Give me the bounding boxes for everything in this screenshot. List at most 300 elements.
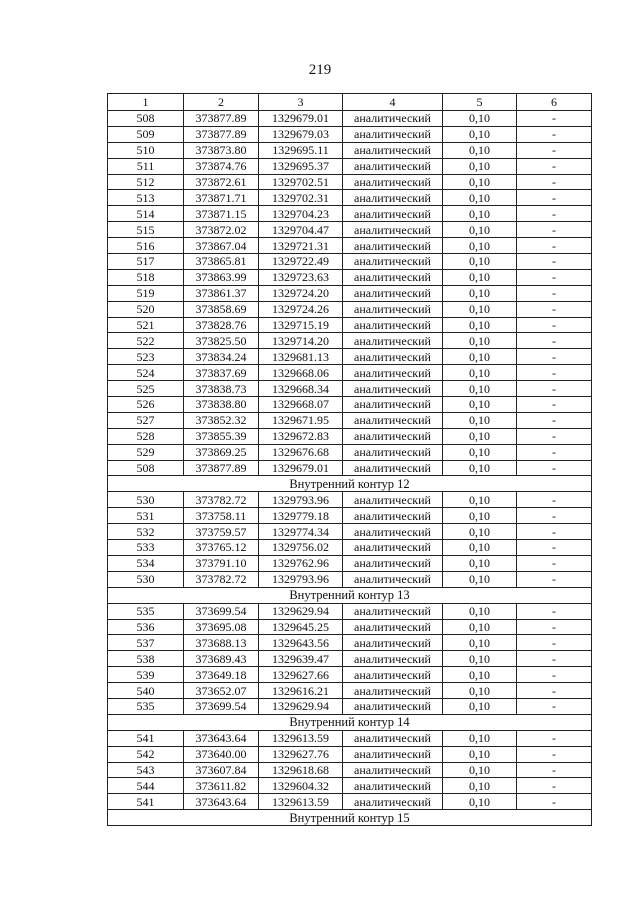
table-cell: 1329629.94	[259, 603, 343, 619]
table-cell: 517	[108, 254, 184, 270]
table-cell: -	[517, 301, 592, 317]
table-cell: 0,10	[443, 460, 517, 476]
column-header: 4	[343, 94, 443, 111]
table-cell: -	[517, 381, 592, 397]
table-cell: 1329604.32	[259, 778, 343, 794]
table-cell: 524	[108, 365, 184, 381]
table-cell: аналитический	[343, 428, 443, 444]
table-cell: 1329721.31	[259, 238, 343, 254]
table-cell: 544	[108, 778, 184, 794]
table-row	[108, 412, 592, 428]
table-cell: -	[517, 794, 592, 810]
table-cell: 0,10	[443, 381, 517, 397]
table-cell: 1329679.01	[259, 111, 343, 127]
table-cell: -	[517, 397, 592, 413]
table-cell: аналитический	[343, 492, 443, 508]
table-cell: -	[517, 111, 592, 127]
table-cell: 1329681.13	[259, 349, 343, 365]
table-cell: 373877.89	[184, 460, 259, 476]
table-cell: аналитический	[343, 508, 443, 524]
table-cell: 518	[108, 269, 184, 285]
table-cell: 1329668.34	[259, 381, 343, 397]
table-cell: аналитический	[343, 158, 443, 174]
table-cell: 373858.69	[184, 301, 259, 317]
table-cell: 373877.89	[184, 111, 259, 127]
table-cell: 373758.11	[184, 508, 259, 524]
table-cell: 373877.89	[184, 126, 259, 142]
table-cell: 0,10	[443, 254, 517, 270]
table-row	[108, 206, 592, 222]
column-header: 3	[259, 94, 343, 111]
table-cell: 537	[108, 635, 184, 651]
table-cell: -	[517, 190, 592, 206]
table-cell: 373791.10	[184, 555, 259, 571]
table-cell: 373872.61	[184, 174, 259, 190]
table-cell: аналитический	[343, 285, 443, 301]
table-row	[108, 778, 592, 794]
table-cell: аналитический	[343, 460, 443, 476]
table-cell: 0,10	[443, 365, 517, 381]
table-row	[108, 571, 592, 587]
table-body	[108, 111, 592, 826]
table-cell: 0,10	[443, 444, 517, 460]
table-row	[108, 667, 592, 683]
table-row	[108, 651, 592, 667]
table-cell: 0,10	[443, 555, 517, 571]
table-cell: 1329643.56	[259, 635, 343, 651]
table-cell: 1329722.49	[259, 254, 343, 270]
table-row	[108, 746, 592, 762]
table-cell: аналитический	[343, 603, 443, 619]
table-cell: 0,10	[443, 317, 517, 333]
table-cell: 1329704.47	[259, 222, 343, 238]
table-cell: 530	[108, 492, 184, 508]
table-cell: 373699.54	[184, 603, 259, 619]
table-cell: 540	[108, 683, 184, 699]
table-cell: -	[517, 651, 592, 667]
table-cell: 541	[108, 730, 184, 746]
table-cell: 0,10	[443, 301, 517, 317]
table-cell: -	[517, 365, 592, 381]
table-cell: 373852.32	[184, 412, 259, 428]
table-cell: 513	[108, 190, 184, 206]
table-cell: -	[517, 317, 592, 333]
table-cell: 0,10	[443, 190, 517, 206]
table-cell: аналитический	[343, 381, 443, 397]
table-cell: 523	[108, 349, 184, 365]
table-row	[108, 222, 592, 238]
table-cell: 519	[108, 285, 184, 301]
table-cell: 520	[108, 301, 184, 317]
table-cell: аналитический	[343, 142, 443, 158]
table-cell: 0,10	[443, 158, 517, 174]
table-cell: 1329676.68	[259, 444, 343, 460]
table-cell: 1329793.96	[259, 571, 343, 587]
table-cell: -	[517, 762, 592, 778]
table-cell: 373643.64	[184, 794, 259, 810]
table-cell: 1329672.83	[259, 428, 343, 444]
table-cell: аналитический	[343, 778, 443, 794]
table-cell: аналитический	[343, 619, 443, 635]
table-cell: -	[517, 730, 592, 746]
column-header: 6	[517, 94, 592, 111]
table-row	[108, 111, 592, 127]
table-cell: 373782.72	[184, 492, 259, 508]
table-cell: 0,10	[443, 174, 517, 190]
table-cell: аналитический	[343, 635, 443, 651]
table-cell: 373837.69	[184, 365, 259, 381]
table-cell: 1329618.68	[259, 762, 343, 778]
table-cell: 0,10	[443, 285, 517, 301]
table-cell: 373759.57	[184, 524, 259, 540]
table-cell: 508	[108, 111, 184, 127]
table-cell: 536	[108, 619, 184, 635]
table-cell: аналитический	[343, 365, 443, 381]
table-cell: 1329679.03	[259, 126, 343, 142]
table-cell: -	[517, 142, 592, 158]
table-cell: 0,10	[443, 794, 517, 810]
table-row	[108, 397, 592, 413]
table-cell: 1329639.47	[259, 651, 343, 667]
table-cell: 530	[108, 571, 184, 587]
table-cell: 0,10	[443, 269, 517, 285]
table-cell: 514	[108, 206, 184, 222]
table-cell: 373765.12	[184, 540, 259, 556]
table-cell: 0,10	[443, 635, 517, 651]
table-cell: -	[517, 683, 592, 699]
table-cell: 0,10	[443, 746, 517, 762]
table-row	[108, 683, 592, 699]
table-cell: 373872.02	[184, 222, 259, 238]
table-cell: 373834.24	[184, 349, 259, 365]
table-cell: аналитический	[343, 349, 443, 365]
table-row	[108, 142, 592, 158]
table-cell: 1329714.20	[259, 333, 343, 349]
table-cell: 0,10	[443, 524, 517, 540]
table-cell: 542	[108, 746, 184, 762]
table-cell: -	[517, 285, 592, 301]
table-cell: 1329702.51	[259, 174, 343, 190]
table-cell: 1329616.21	[259, 683, 343, 699]
table-cell: аналитический	[343, 333, 443, 349]
table-cell: -	[517, 238, 592, 254]
table-cell: 373855.39	[184, 428, 259, 444]
table-cell: -	[517, 269, 592, 285]
table-row	[108, 762, 592, 778]
section-title-row	[108, 476, 592, 492]
table-cell: -	[517, 174, 592, 190]
table-cell: 373699.54	[184, 698, 259, 714]
table-cell: 511	[108, 158, 184, 174]
table-cell: 373869.25	[184, 444, 259, 460]
table-cell: -	[517, 508, 592, 524]
table-cell: аналитический	[343, 222, 443, 238]
table-cell: 521	[108, 317, 184, 333]
table-cell: 0,10	[443, 540, 517, 556]
table-cell: 1329645.25	[259, 619, 343, 635]
table-cell: -	[517, 492, 592, 508]
table-cell: 512	[108, 174, 184, 190]
table-cell: 528	[108, 428, 184, 444]
table-cell: 0,10	[443, 397, 517, 413]
table-cell: 373863.99	[184, 269, 259, 285]
table-cell: 1329702.31	[259, 190, 343, 206]
coordinates-table	[107, 93, 592, 826]
table-cell: 373838.73	[184, 381, 259, 397]
table-cell: 0,10	[443, 667, 517, 683]
table-cell: 1329668.06	[259, 365, 343, 381]
table-cell: 508	[108, 460, 184, 476]
table-row	[108, 174, 592, 190]
table-cell: 0,10	[443, 730, 517, 746]
table-row	[108, 269, 592, 285]
table-row	[108, 698, 592, 714]
table-cell: аналитический	[343, 746, 443, 762]
table-row	[108, 238, 592, 254]
table-cell: 0,10	[443, 222, 517, 238]
table-cell: -	[517, 254, 592, 270]
page-number: 219	[308, 62, 332, 78]
table-cell: 543	[108, 762, 184, 778]
table-cell: 373649.18	[184, 667, 259, 683]
section-title: Внутренний контур 14	[108, 714, 592, 730]
table-cell: 1329762.96	[259, 555, 343, 571]
table-cell: 0,10	[443, 508, 517, 524]
table-cell: 373828.76	[184, 317, 259, 333]
table-cell: -	[517, 333, 592, 349]
table-row	[108, 730, 592, 746]
table-cell: аналитический	[343, 412, 443, 428]
table-row	[108, 460, 592, 476]
table-cell: 1329779.18	[259, 508, 343, 524]
table-row	[108, 381, 592, 397]
table-cell: -	[517, 667, 592, 683]
table-cell: аналитический	[343, 762, 443, 778]
table-cell: -	[517, 698, 592, 714]
table-cell: аналитический	[343, 254, 443, 270]
table-row	[108, 285, 592, 301]
table-cell: 0,10	[443, 683, 517, 699]
table-cell: 0,10	[443, 571, 517, 587]
table-cell: 1329793.96	[259, 492, 343, 508]
table-cell: 0,10	[443, 333, 517, 349]
table-cell: 373689.43	[184, 651, 259, 667]
table-cell: аналитический	[343, 190, 443, 206]
table-cell: -	[517, 222, 592, 238]
table-cell: 373861.37	[184, 285, 259, 301]
table-cell: аналитический	[343, 683, 443, 699]
table-cell: 0,10	[443, 349, 517, 365]
table-cell: 373865.81	[184, 254, 259, 270]
section-title: Внутренний контур 13	[108, 587, 592, 603]
table-cell: 0,10	[443, 492, 517, 508]
table-cell: 0,10	[443, 412, 517, 428]
column-header: 1	[108, 94, 184, 111]
table-cell: 373652.07	[184, 683, 259, 699]
table-cell: 535	[108, 603, 184, 619]
table-cell: 1329613.59	[259, 730, 343, 746]
table-cell: 535	[108, 698, 184, 714]
table-cell: 373782.72	[184, 571, 259, 587]
table-cell: аналитический	[343, 571, 443, 587]
table-cell: 516	[108, 238, 184, 254]
table-cell: 1329627.76	[259, 746, 343, 762]
table-cell: 0,10	[443, 126, 517, 142]
table-cell: 527	[108, 412, 184, 428]
table-row	[108, 254, 592, 270]
column-header: 5	[443, 94, 517, 111]
table-cell: 538	[108, 651, 184, 667]
table-cell: -	[517, 444, 592, 460]
table-cell: 1329613.59	[259, 794, 343, 810]
section-title-row	[108, 714, 592, 730]
table-cell: 1329774.34	[259, 524, 343, 540]
table-cell: аналитический	[343, 111, 443, 127]
table-cell: 1329715.19	[259, 317, 343, 333]
table-cell: 1329724.20	[259, 285, 343, 301]
table-cell: аналитический	[343, 698, 443, 714]
table-cell: -	[517, 126, 592, 142]
table-cell: 373695.08	[184, 619, 259, 635]
table-cell: 373873.80	[184, 142, 259, 158]
table-cell: 1329679.01	[259, 460, 343, 476]
table-cell: 0,10	[443, 698, 517, 714]
table-cell: аналитический	[343, 174, 443, 190]
table-cell: аналитический	[343, 206, 443, 222]
table-cell: аналитический	[343, 540, 443, 556]
table-cell: 539	[108, 667, 184, 683]
table-row	[108, 301, 592, 317]
table-cell: -	[517, 778, 592, 794]
table-cell: -	[517, 555, 592, 571]
table-cell: 0,10	[443, 111, 517, 127]
table-cell: аналитический	[343, 238, 443, 254]
table-cell: 532	[108, 524, 184, 540]
table-cell: аналитический	[343, 794, 443, 810]
table-cell: 373643.64	[184, 730, 259, 746]
table-row	[108, 333, 592, 349]
table-row	[108, 492, 592, 508]
table-cell: 373871.71	[184, 190, 259, 206]
table-row	[108, 365, 592, 381]
table-cell: -	[517, 540, 592, 556]
table-cell: аналитический	[343, 126, 443, 142]
column-header: 2	[184, 94, 259, 111]
table-cell: 510	[108, 142, 184, 158]
table-cell: 0,10	[443, 428, 517, 444]
table-cell: 0,10	[443, 238, 517, 254]
table-row	[108, 349, 592, 365]
section-title-row	[108, 810, 592, 826]
table-cell: 373874.76	[184, 158, 259, 174]
table-cell: 526	[108, 397, 184, 413]
table-row	[108, 190, 592, 206]
table-row	[108, 508, 592, 524]
table-cell: 0,10	[443, 142, 517, 158]
table-row	[108, 444, 592, 460]
table-cell: 1329671.95	[259, 412, 343, 428]
table-row	[108, 158, 592, 174]
table-cell: 373871.15	[184, 206, 259, 222]
table-row	[108, 794, 592, 810]
table-cell: -	[517, 635, 592, 651]
table-cell: аналитический	[343, 730, 443, 746]
table-cell: 1329724.26	[259, 301, 343, 317]
table-cell: 534	[108, 555, 184, 571]
table-cell: 525	[108, 381, 184, 397]
table-row	[108, 603, 592, 619]
table-cell: 373867.04	[184, 238, 259, 254]
section-title: Внутренний контур 12	[108, 476, 592, 492]
table-row	[108, 619, 592, 635]
table-row	[108, 428, 592, 444]
table-cell: 1329629.94	[259, 698, 343, 714]
table-cell: аналитический	[343, 667, 443, 683]
table-cell: -	[517, 524, 592, 540]
table-cell: 373607.84	[184, 762, 259, 778]
table-cell: 373838.80	[184, 397, 259, 413]
table-cell: аналитический	[343, 317, 443, 333]
table-cell: 541	[108, 794, 184, 810]
table-cell: -	[517, 571, 592, 587]
table-cell: 0,10	[443, 206, 517, 222]
table-cell: 0,10	[443, 651, 517, 667]
table-row	[108, 540, 592, 556]
table-cell: 1329723.63	[259, 269, 343, 285]
table-row	[108, 126, 592, 142]
table-cell: -	[517, 603, 592, 619]
table-cell: 0,10	[443, 762, 517, 778]
table-row	[108, 524, 592, 540]
table-cell: -	[517, 158, 592, 174]
table-cell: аналитический	[343, 269, 443, 285]
table-cell: 529	[108, 444, 184, 460]
table-cell: аналитический	[343, 301, 443, 317]
table-cell: 0,10	[443, 619, 517, 635]
table-cell: 0,10	[443, 778, 517, 794]
section-title: Внутренний контур 15	[108, 810, 592, 826]
table-row	[108, 317, 592, 333]
table-cell: -	[517, 619, 592, 635]
table-cell: 0,10	[443, 603, 517, 619]
table-cell: -	[517, 460, 592, 476]
table-cell: 515	[108, 222, 184, 238]
table-cell: 373640.00	[184, 746, 259, 762]
table-cell: -	[517, 428, 592, 444]
table-cell: 509	[108, 126, 184, 142]
table-cell: 1329695.37	[259, 158, 343, 174]
table-row	[108, 635, 592, 651]
table-cell: аналитический	[343, 444, 443, 460]
table-header-row	[108, 94, 592, 111]
table-cell: аналитический	[343, 397, 443, 413]
section-title-row	[108, 587, 592, 603]
table-cell: -	[517, 746, 592, 762]
table-cell: аналитический	[343, 555, 443, 571]
table-cell: аналитический	[343, 651, 443, 667]
table-cell: -	[517, 412, 592, 428]
table-cell: 1329668.07	[259, 397, 343, 413]
table-cell: 1329756.02	[259, 540, 343, 556]
table-cell: 373688.13	[184, 635, 259, 651]
table-cell: аналитический	[343, 524, 443, 540]
table-cell: 1329627.66	[259, 667, 343, 683]
table-cell: -	[517, 206, 592, 222]
table-cell: 1329695.11	[259, 142, 343, 158]
table-cell: 373611.82	[184, 778, 259, 794]
table-row	[108, 555, 592, 571]
table-cell: 531	[108, 508, 184, 524]
